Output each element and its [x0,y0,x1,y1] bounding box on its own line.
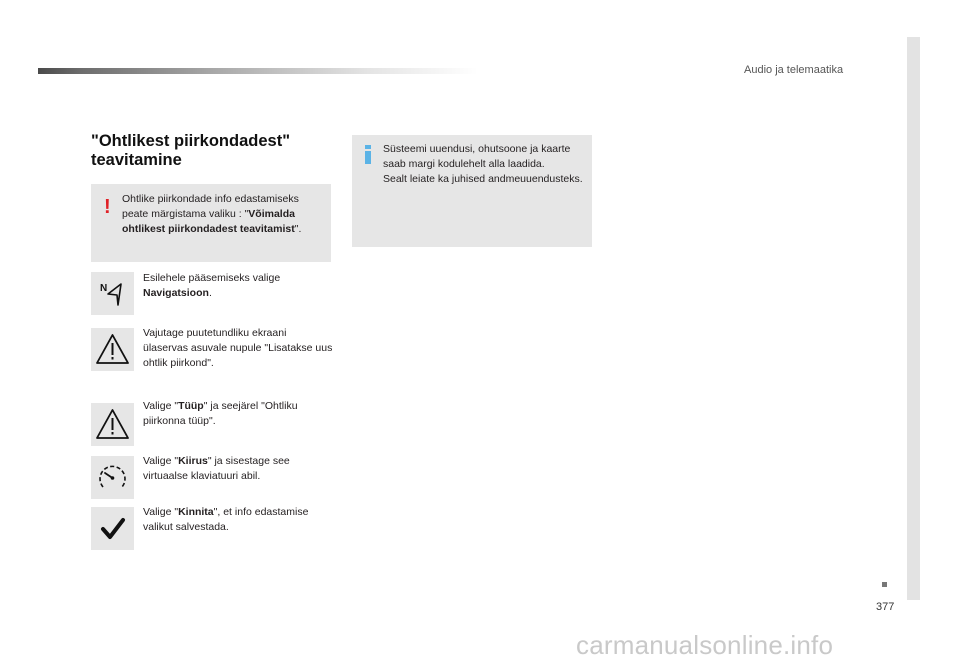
header-gradient-bar [38,68,478,74]
warning-triangle-icon [91,403,134,446]
info-line-1: Süsteemi uuendusi, ohutsoone ja kaarte saab margi kodulehelt alla laadida. [383,143,571,170]
info-icon [365,145,371,163]
page-edge-strip [907,37,920,600]
step-5-text: Valige "Kinnita", et info edastamise valikut salvestada. [143,506,309,533]
exclamation-icon: ! [104,196,111,218]
warning-triangle-icon [91,328,134,371]
header-title: Audio ja telemaatika [744,64,844,76]
page-marker [882,582,887,587]
checkmark-icon [91,507,134,550]
step-2-text: Vajutage puutetundliku ekraani ülaservas asuvale nupule "Lisatakse uus ohtlik piirkond". [143,327,333,369]
step-1-text: Esilehele pääsemiseks valige Navigatsioon. [143,272,281,299]
warning-text: Ohtlike piirkondade info edastamiseks peate märgistama valiku : "Võimalda ohtlikest piirkondadest teavitamist". [122,193,302,235]
step-4-text: Valige "Kiirus" ja sisestage see virtuaalse klaviatuuri abil. [143,455,290,482]
section-title: "Ohtlikest piirkondadest" teavitamine [91,132,291,169]
info-text [383,142,583,187]
info-line-2: Sealt leiate ka juhised andmeuuendusteks. [383,173,583,185]
watermark: carmanualsonline.info [576,630,834,660]
warning-box [91,184,331,262]
page-number: 377 [876,601,895,613]
svg-text:N: N [100,283,108,294]
speedometer-icon [91,456,134,499]
step-3-text: Valige "Tüüp" ja seejärel "Ohtliku piirkonna tüüp". [143,400,298,427]
info-box [352,135,592,247]
navigation-arrow-icon [91,272,134,315]
